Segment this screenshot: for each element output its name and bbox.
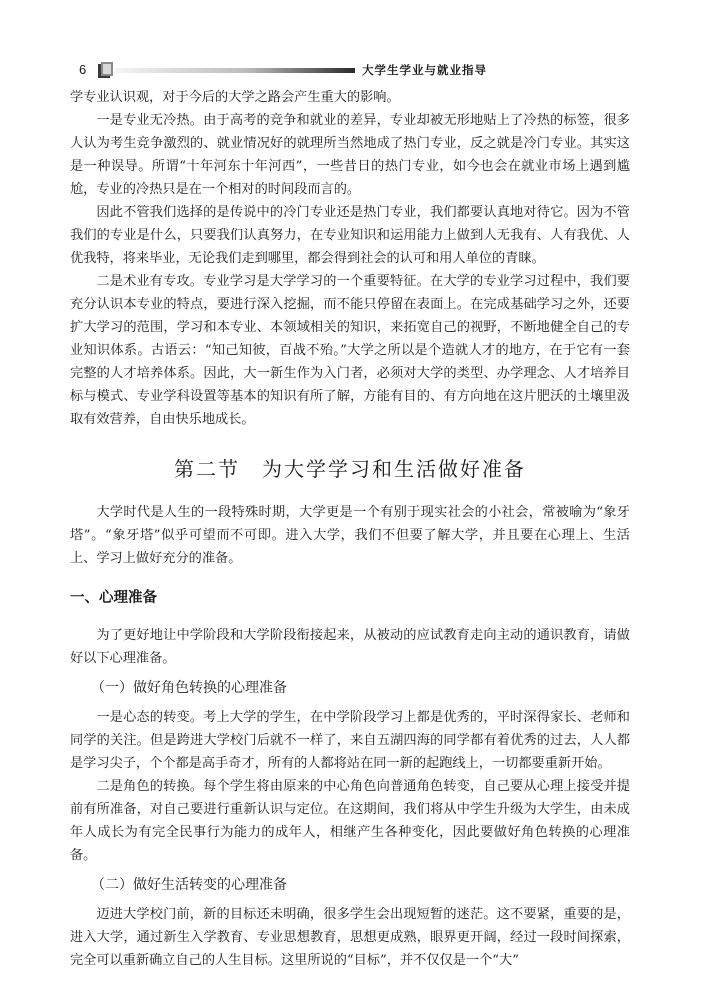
subsubsection-heading: （二）做好生活转变的心理准备 (91, 877, 287, 893)
book-logo-icon (97, 61, 115, 79)
paragraph: 二是术业有专攻。专业学习是大学学习的一个重要特征。在大学的专业学习过程中，我们要充分认识本专业的特点，要进行深入挖掘，而不能只停留在表面上。在完成基础学习之外，还要扩大学习的范围，学习和本专业、本领域相关的知识，来拓宽自己的视野，不断地健全自己的专业知识体系。古语云：“知己知彼，百战不殆。”大学之所以是个造就人才的地方，在于它有一套完整的人才培养体系。因此，大一新生作为入门者，必须对大学的类型、办学理念、人才培养目标与模式、专业学科设置等基本的知识有所了解，方能有目的、有方向地在这片肥沃的土壤里汲取有效营养，自由快乐地成长。 (70, 274, 630, 427)
subsection-heading: 一、心理准备 (70, 590, 157, 606)
paragraph: 学专业认识观，对于今后的大学之路会产生重大的影响。 (70, 90, 400, 105)
section-title (70, 455, 630, 483)
page-body (70, 86, 630, 972)
page-number: 6 (79, 62, 87, 77)
paragraph: 一是专业无冷热。由于高考的竞争和就业的差异，专业却被无形地贴上了冷热的标签，很多人认为考生竞争激烈的、就业情况好的就理所当然地成了热门专业，反之就是冷门专业。其实这是一种误导。所谓“十年河东十年河西”，一些昔日的热门专业，如今也会在就业市场上遇到尴尬，专业的冷热只是在一个相对的时间段而言的。 (70, 113, 630, 197)
section-title-text: 为大学学习和生活做好准备 (262, 457, 526, 481)
header-gradient-bar (115, 68, 355, 73)
subsection-intro: 为了更好地让中学阶段和大学阶段衔接起来，从被动的应试教育走向主动的通识教育，请做好以下心理准备。 (70, 628, 630, 666)
section-number: 第二节 (174, 457, 240, 481)
section-intro: 大学时代是人生的一段特殊时期，大学更是一个有别于现实社会的小社会，常被喻为“象牙塔”。“象牙塔”似乎可望而不可即。进入大学，我们不但要了解大学，并且要在心理上、生活上、学习上做好充分的准备。 (70, 505, 630, 566)
running-header (75, 60, 630, 80)
running-title: 大学生学业与就业指导 (362, 63, 487, 77)
paragraph: 迈进大学校门前，新的目标还未明确，很多学生会出现短暂的迷茫。这不要紧，重要的是，进入大学，通过新生入学教育、专业思想教育，思想更成熟，眼界更开阔，经过一段时间探索，完全可以重新确立自己的人生目标。这里所说的“目标”，并不仅仅是一个“大” (70, 907, 630, 968)
paragraph: 一是心态的转变。考上大学的学生，在中学阶段学习上都是优秀的，平时深得家长、老师和同学的关注。但是跨进大学校门后就不一样了，来自五湖四海的同学都有着优秀的过去，人人都是学习尖子，个个都是高手奇才，所有的人都将站在同一新的起跑线上，一切都要重新开始。 (70, 710, 630, 771)
paragraph: 二是角色的转换。每个学生将由原来的中心角色向普通角色转变，自己要从心理上接受并提前有所准备，对自己要进行重新认识与定位。在这期间，我们将从中学生升级为大学生，由未成年人成长为有完全民事行为能力的成年人，相继产生各种变化，因此要做好角色转换的心理准备。 (70, 779, 630, 863)
paragraph: 因此不管我们选择的是传说中的冷门专业还是热门专业，我们都要认真地对待它。因为不管我们的专业是什么，只要我们认真努力，在专业知识和运用能力上做到人无我有、人有我优、人优我特，将来毕业，无论我们走到哪里，都会得到社会的认可和用人单位的青睐。 (70, 205, 630, 266)
subsubsection-heading: （一）做好角色转换的心理准备 (91, 680, 287, 696)
